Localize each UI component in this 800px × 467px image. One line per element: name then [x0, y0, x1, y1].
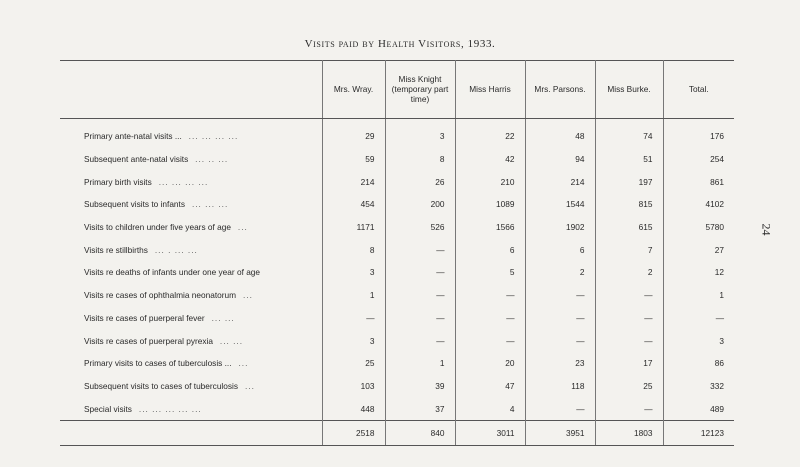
- value-cell: 6: [525, 238, 595, 261]
- row-label: Visits re stillbirths: [84, 244, 148, 255]
- value-cell: —: [595, 307, 663, 330]
- row-label: Primary birth visits: [84, 176, 152, 187]
- total-cell: 3951: [525, 420, 595, 445]
- row-label-cell: [60, 352, 322, 375]
- value-cell: 3: [385, 119, 455, 148]
- value-cell: 20: [455, 352, 525, 375]
- table-title: Visits paid by Health Visitors, 1933.: [304, 38, 496, 50]
- row-label: Visits re cases of puerperal pyrexia: [84, 335, 213, 346]
- value-cell: —: [455, 307, 525, 330]
- row-label: Subsequent visits to cases of tuberculosis: [84, 380, 239, 391]
- row-label-cell: [60, 148, 322, 171]
- value-cell: —: [455, 284, 525, 307]
- total-cell: 2518: [322, 420, 385, 445]
- value-cell: 861: [663, 170, 734, 193]
- table-row: [60, 238, 734, 261]
- total-cell: 840: [385, 420, 455, 445]
- row-label: Primary ante-natal visits ...: [84, 131, 182, 142]
- value-cell: 1171: [322, 216, 385, 239]
- value-cell: 526: [385, 216, 455, 239]
- row-label: Visits re cases of puerperal fever: [84, 312, 205, 323]
- value-cell: 815: [595, 193, 663, 216]
- row-label-cell: [60, 284, 322, 307]
- value-cell: —: [595, 284, 663, 307]
- value-cell: —: [385, 238, 455, 261]
- row-label-cell: [60, 193, 322, 216]
- leader-dots: ...: [238, 358, 249, 369]
- leader-dots: ... ...: [211, 312, 235, 323]
- column-header: Total.: [663, 60, 734, 119]
- value-cell: 1: [385, 352, 455, 375]
- value-cell: —: [595, 329, 663, 352]
- value-cell: 86: [663, 352, 734, 375]
- row-label-cell: [60, 216, 322, 239]
- leader-dots: ... ... ... ...: [158, 176, 209, 187]
- value-cell: 17: [595, 352, 663, 375]
- header-row: [60, 60, 734, 119]
- value-cell: 48: [525, 119, 595, 148]
- row-label-cell: [60, 238, 322, 261]
- value-cell: 22: [455, 119, 525, 148]
- value-cell: 214: [525, 170, 595, 193]
- value-cell: 3: [663, 329, 734, 352]
- value-cell: —: [385, 307, 455, 330]
- value-cell: —: [663, 307, 734, 330]
- value-cell: 2: [525, 261, 595, 284]
- table-row: [60, 148, 734, 171]
- value-cell: 1902: [525, 216, 595, 239]
- table-row: [60, 397, 734, 420]
- value-cell: 1089: [455, 193, 525, 216]
- value-cell: 39: [385, 375, 455, 398]
- value-cell: —: [525, 397, 595, 420]
- table-row: [60, 261, 734, 284]
- leader-dots: ...: [244, 380, 255, 391]
- leader-dots: ...: [242, 290, 253, 301]
- value-cell: —: [455, 329, 525, 352]
- value-cell: —: [525, 284, 595, 307]
- row-label: Subsequent visits to infants: [84, 199, 186, 210]
- value-cell: 4: [455, 397, 525, 420]
- value-cell: 332: [663, 375, 734, 398]
- value-cell: 5: [455, 261, 525, 284]
- value-cell: 23: [525, 352, 595, 375]
- row-label: Special visits: [84, 403, 132, 414]
- row-label-cell: [60, 307, 322, 330]
- value-cell: 29: [322, 119, 385, 148]
- row-label: Primary visits to cases of tuberculosis ...: [84, 358, 232, 369]
- column-header: Miss Knight (temporary part time): [385, 60, 455, 119]
- value-cell: 27: [663, 238, 734, 261]
- value-cell: 1544: [525, 193, 595, 216]
- value-cell: 103: [322, 375, 385, 398]
- value-cell: —: [525, 307, 595, 330]
- row-label: Visits to children under five years of age: [84, 222, 231, 233]
- value-cell: 25: [322, 352, 385, 375]
- value-cell: 74: [595, 119, 663, 148]
- table-row: [60, 352, 734, 375]
- value-cell: 59: [322, 148, 385, 171]
- leader-dots: ... ... ... ... ...: [138, 403, 202, 414]
- value-cell: 7: [595, 238, 663, 261]
- table-row: [60, 375, 734, 398]
- column-header: Mrs. Parsons.: [525, 60, 595, 119]
- value-cell: —: [385, 261, 455, 284]
- visits-table: [60, 60, 734, 446]
- table-row: [60, 119, 734, 148]
- value-cell: —: [525, 329, 595, 352]
- value-cell: 118: [525, 375, 595, 398]
- row-label-cell: [60, 170, 322, 193]
- value-cell: —: [385, 284, 455, 307]
- table-row: [60, 307, 734, 330]
- leader-dots: ... ... ... ...: [188, 131, 239, 142]
- table-row: [60, 170, 734, 193]
- total-cell: 1803: [595, 420, 663, 445]
- leader-dots: ...: [237, 222, 248, 233]
- total-cell: 12123: [663, 420, 734, 445]
- label-column-header: [60, 60, 322, 119]
- value-cell: 214: [322, 170, 385, 193]
- value-cell: 454: [322, 193, 385, 216]
- totals-label-cell: [60, 420, 322, 445]
- value-cell: 615: [595, 216, 663, 239]
- value-cell: 25: [595, 375, 663, 398]
- totals-row: [60, 420, 734, 445]
- value-cell: 8: [322, 238, 385, 261]
- value-cell: 448: [322, 397, 385, 420]
- row-label-cell: [60, 261, 322, 284]
- value-cell: 47: [455, 375, 525, 398]
- leader-dots: ... . ... ...: [154, 244, 198, 255]
- value-cell: 489: [663, 397, 734, 420]
- value-cell: 6: [455, 238, 525, 261]
- value-cell: 200: [385, 193, 455, 216]
- row-label-cell: [60, 375, 322, 398]
- row-label-cell: [60, 397, 322, 420]
- value-cell: —: [322, 307, 385, 330]
- value-cell: —: [385, 329, 455, 352]
- column-header: Miss Harris: [455, 60, 525, 119]
- value-cell: 254: [663, 148, 734, 171]
- value-cell: 1: [663, 284, 734, 307]
- value-cell: 4102: [663, 193, 734, 216]
- table-row: [60, 284, 734, 307]
- value-cell: 8: [385, 148, 455, 171]
- row-label: Visits re deaths of infants under one year of age: [84, 267, 261, 278]
- row-label: Visits re cases of ophthalmia neonatorum: [84, 290, 237, 301]
- leader-dots: ... .. ...: [195, 154, 229, 165]
- value-cell: 2: [595, 261, 663, 284]
- value-cell: 12: [663, 261, 734, 284]
- value-cell: 5780: [663, 216, 734, 239]
- row-label-cell: [60, 119, 322, 148]
- table-body: [60, 119, 734, 446]
- column-header: Mrs. Wray.: [322, 60, 385, 119]
- value-cell: 37: [385, 397, 455, 420]
- value-cell: 42: [455, 148, 525, 171]
- value-cell: 94: [525, 148, 595, 171]
- value-cell: 26: [385, 170, 455, 193]
- table-row: [60, 193, 734, 216]
- total-cell: 3011: [455, 420, 525, 445]
- row-label-cell: [60, 329, 322, 352]
- leader-dots: ... ... ...: [191, 199, 229, 210]
- leader-dots: ... ...: [219, 335, 244, 346]
- value-cell: 51: [595, 148, 663, 171]
- value-cell: 176: [663, 119, 734, 148]
- column-header: Miss Burke.: [595, 60, 663, 119]
- page-number: 24: [759, 223, 774, 236]
- row-label: Subsequent ante-natal visits: [84, 154, 189, 165]
- table-row: [60, 216, 734, 239]
- value-cell: —: [595, 397, 663, 420]
- value-cell: 197: [595, 170, 663, 193]
- value-cell: 3: [322, 329, 385, 352]
- value-cell: 1: [322, 284, 385, 307]
- value-cell: 1566: [455, 216, 525, 239]
- value-cell: 3: [322, 261, 385, 284]
- value-cell: 210: [455, 170, 525, 193]
- table-row: [60, 329, 734, 352]
